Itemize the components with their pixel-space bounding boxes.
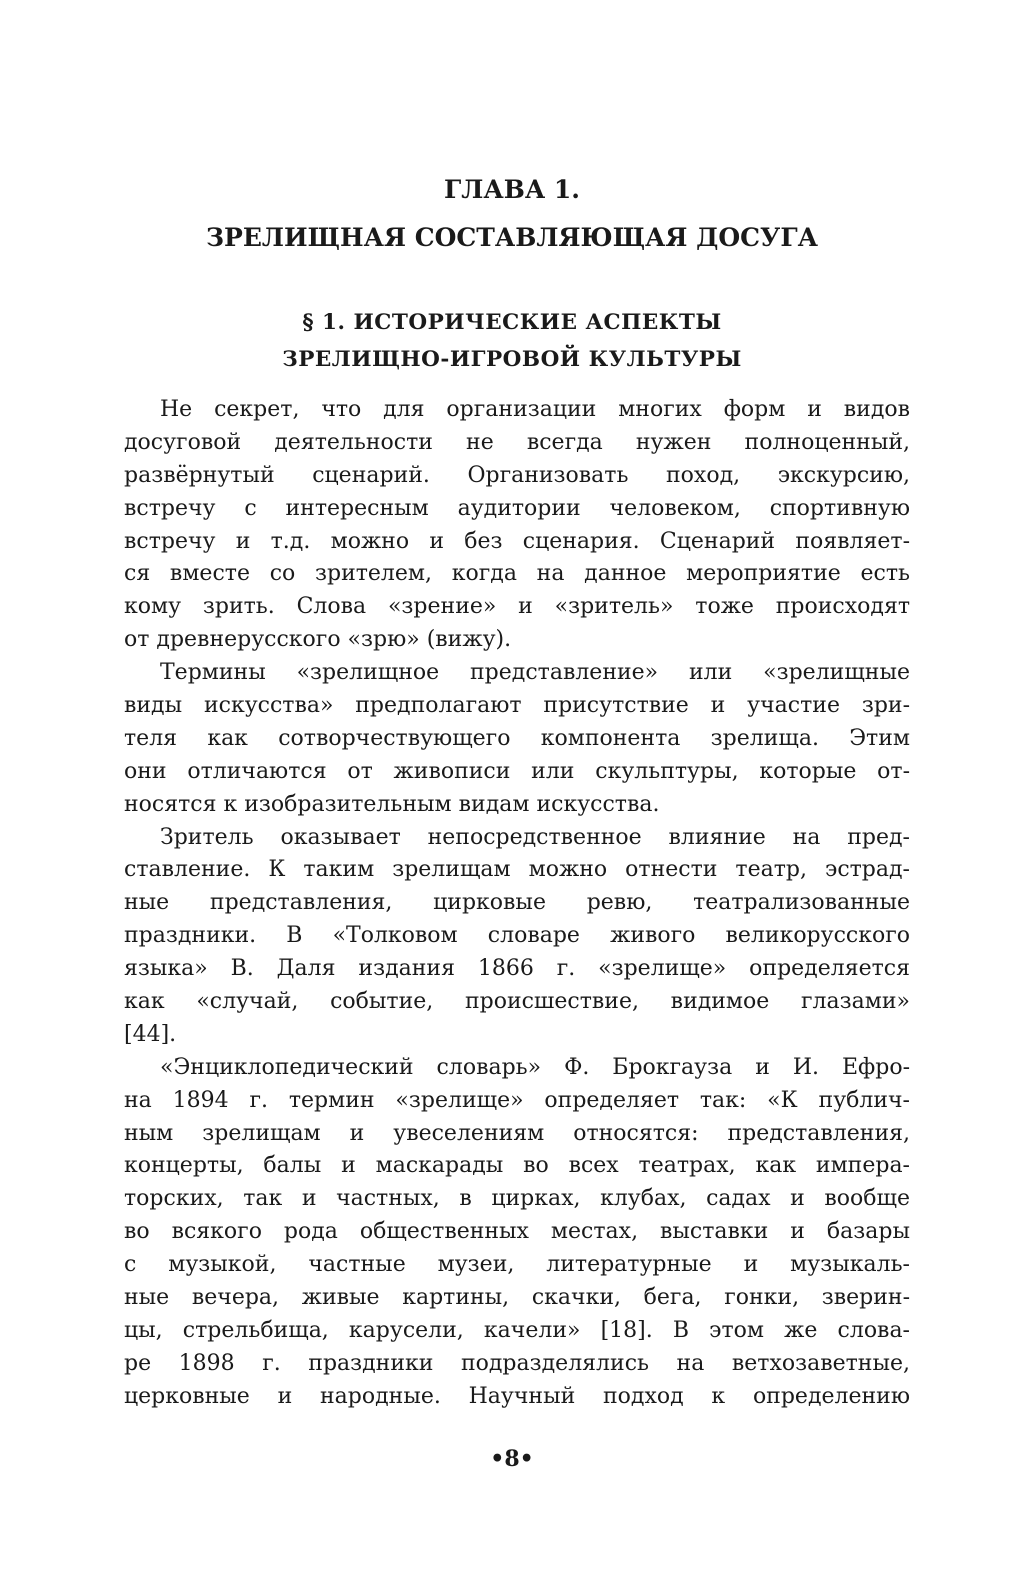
paragraph-line: теля как сотворчествующего компонента зрелища. Этим: [124, 725, 910, 751]
paragraph-line: от древнерусского «зрю» (вижу).: [124, 627, 512, 653]
chapter-heading: [0, 166, 1024, 262]
paragraph-line: во всякого рода общественных местах, выставки и базары: [124, 1219, 910, 1245]
paragraph-line: на 1894 г. термин «зрелище» определяет так: «К публич-: [124, 1087, 910, 1113]
paragraph-line: ные представления, цирковые ревю, театрализованные: [124, 890, 910, 916]
paragraph-line: ставление. К таким зрелищам можно отнести театр, эстрад-: [124, 857, 910, 883]
paragraph-line: развёрнутый сценарий. Организовать поход, экскурсию,: [124, 462, 910, 488]
section-heading: [0, 304, 1024, 378]
paragraph-line: концерты, балы и маскарады во всех театрах, как импера-: [124, 1153, 910, 1179]
paragraph-line: церковные и народные. Научный подход к определению: [124, 1383, 910, 1409]
paragraph-line: Зритель оказывает непосредственное влияние на пред-: [160, 824, 910, 850]
paragraph-line: ным зрелищам и увеселениям относятся: представления,: [124, 1120, 910, 1146]
paragraph-line: они отличаются от живописи или скульптуры, которые от-: [124, 758, 910, 784]
paragraph-line: встречу и т.д. можно и без сценария. Сценарий появляет-: [124, 528, 910, 554]
paragraph-line: Не секрет, что для организации многих форм и видов: [160, 397, 910, 422]
paragraph-line: [44].: [124, 1021, 177, 1047]
chapter-number: ГЛАВА 1.: [443, 175, 581, 204]
section-title-line-1: § 1. ИСТОРИЧЕСКИЕ АСПЕКТЫ: [302, 310, 722, 335]
paragraph-line: ные вечера, живые картины, скачки, бега, гонки, зверин-: [124, 1285, 910, 1311]
chapter-title: ЗРЕЛИЩНАЯ СОСТАВЛЯЮЩАЯ ДОСУГА: [206, 223, 818, 252]
paragraph-line: Термины «зрелищное представление» или «зрелищные: [160, 660, 910, 686]
paragraph-line: ся вместе со зрителем, когда на данное мероприятие есть: [124, 561, 910, 587]
body-text: [124, 394, 910, 1414]
paragraph-line: языка» В. Даля издания 1866 г. «зрелище» определяется: [124, 956, 910, 982]
paragraph-line: торских, так и частных, в цирках, клубах, садах и вообще: [124, 1186, 910, 1212]
page-number: •8•: [490, 1446, 534, 1472]
paragraph-line: ре 1898 г. праздники подразделялись на ветхозаветные,: [124, 1350, 910, 1376]
paragraph-line: носятся к изобразительным видам искусства.: [124, 791, 660, 817]
paragraph-line: встречу с интересным аудитории человеком, спортивную: [124, 495, 910, 521]
paragraph-line: как «случай, событие, происшествие, видимое глазами»: [124, 989, 910, 1015]
paragraph-line: с музыкой, частные музеи, литературные и музыкаль-: [124, 1252, 910, 1278]
paragraph-line: кому зрить. Слова «зрение» и «зритель» тоже происходят: [124, 594, 910, 620]
paragraph-line: досуговой деятельности не всегда нужен полноценный,: [124, 429, 910, 455]
paragraph-line: праздники. В «Толковом словаре живого великорусского: [124, 923, 910, 949]
paragraph-line: «Энциклопедический словарь» Ф. Брокгауза и И. Ефро-: [160, 1054, 910, 1080]
paragraph-line: виды искусства» предполагают присутствие и участие зри-: [124, 693, 910, 719]
section-title-line-2: ЗРЕЛИЩНО-ИГРОВОЙ КУЛЬТУРЫ: [282, 347, 742, 372]
paragraph-line: цы, стрельбища, карусели, качели» [18]. В этом же слова-: [124, 1317, 910, 1343]
